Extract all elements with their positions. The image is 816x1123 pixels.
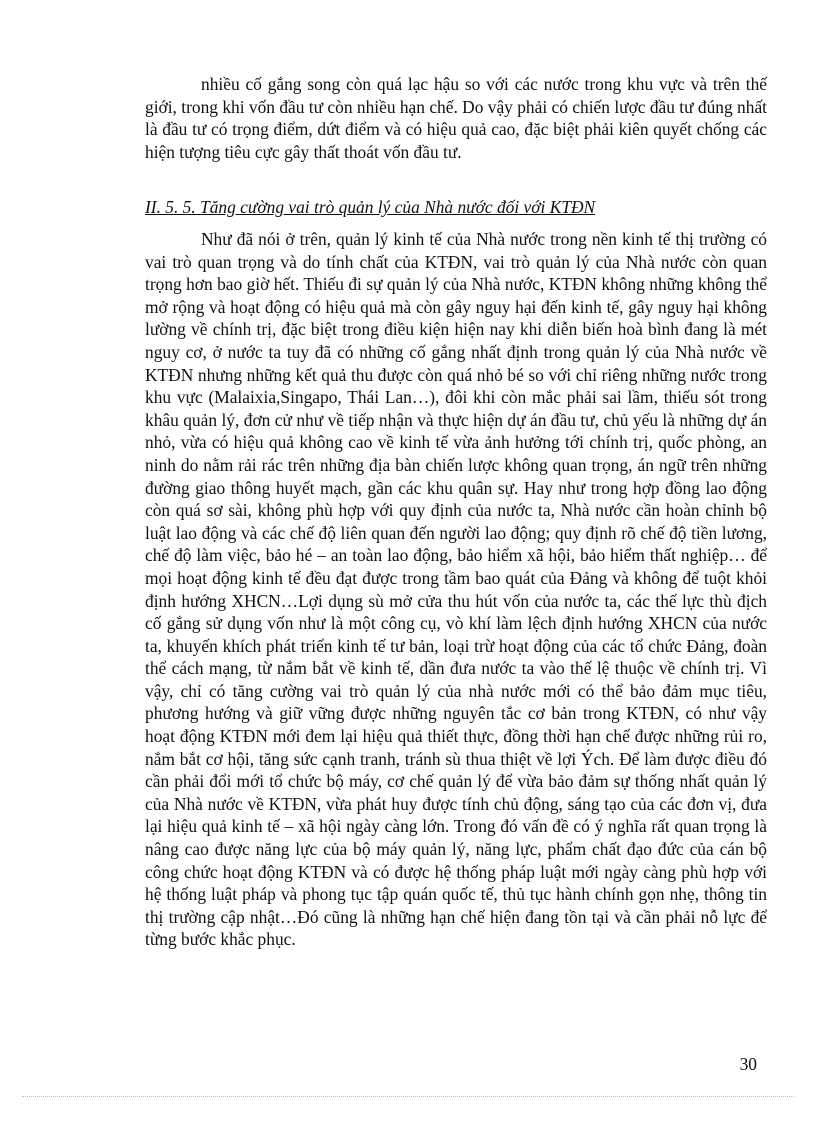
paragraph-main xyxy=(145,228,767,951)
footer-divider xyxy=(22,1096,794,1097)
page-number: 30 xyxy=(739,1054,757,1074)
paragraph-text: Như đã nói ở trên, quản lý kinh tế của Nhà nước trong nền kinh tế thị trường có vai trò quan trọng và do tính chất của KTĐN, vai trò quản lý của Nhà nước còn quan trọng hơn bao giờ hết. Thiếu đi sự quản lý của Nhà nước, KTĐN không những không thể mở rộng và hoạt động có hiệu quả mà còn gây nguy hại đến kinh tế, gây nguy hại không lường về chính trị, đặc biệt trong điều kiện hiện nay khi diễn biến hoà bình đang là mét nguy cơ, ở nước ta tuy đã có những cố gắng nhất định trong quản lý của Nhà nước về KTĐN nhưng những kết quả thu được còn quá nhỏ bé so với chỉ riêng những nước trong khu vực (Malaixia,Singapo, Thái Lan…), đôi khi còn mắc phải sai lầm, thiếu sót trong khâu quản lý, đơn cử như về tiếp nhận và thực hiện dự án đầu tư, chủ yếu là những dự án nhỏ, vừa có hiệu quả không cao về kinh tế vừa ảnh hưởng tới chính trị, quốc phòng, an ninh do nằm rải rác trên những địa bàn chiến lược không quan trọng, án ngữ trên những đường giao thông huyết mạch, gần các khu quân sự. Hay như trong hợp đồng lao động còn quá sơ sài, không phù hợp với quy định của nước ta, Nhà nước cần hoàn chỉnh bộ luật lao động và các chế độ liên quan đến người lao động; quy định rõ chế độ tiền lương, chế độ làm việc, bảo hé – an toàn lao động, bảo hiểm xã hội, bảo hiểm thất nghiệp… để mọi hoạt động kinh tế đều đạt được trong tầm bao quát của Đảng và không để tuột khỏi định hướng XHCN…Lợi dụng sù mở cửa thu hút vốn của nước ta, các thế lực thù địch cố gắng sử dụng vốn như là một công cụ, vò khí làm lệch định hướng XHCN của nước ta, khuyến khích phát triển kinh tế tư bản, loại trừ hoạt động của các tổ chức Đảng, đoàn thể cách mạng, từ nắm bắt về kinh tế, dần đưa nước ta vào thế lệ thuộc về chính trị. Vì vậy, chỉ có tăng cường vai trò quản lý của nhà nước mới có thể bảo đảm mục tiêu, phương hướng và giữ vững được những nguyên tắc cơ bản trong KTĐN, có như vậy hoạt động KTĐN mới đem lại hiệu quả thiết thực, đồng thời hạn chế được những rủi ro, nắm bắt cơ hội, tăng sức cạnh tranh, tránh sù thua thiệt về lợi Ých. Để làm được điều đó cần phải đổi mới tổ chức bộ máy, cơ chế quản lý để vừa bảo đảm sự thống nhất quản lý của Nhà nước về KTĐN, vừa phát huy được tính chủ động, sáng tạo của các đơn vị, đưa lại hiệu quả kinh tế – xã hội ngày càng lớn. Trong đó vấn đề có ý nghĩa rất quan trọng là nâng cao được năng lực của bộ máy quản lý, năng lực, phẩm chất đạo đức của cán bộ công chức hoạt động KTĐN và có được hệ thống pháp luật mới ngày càng phù hợp với hệ thống luật pháp và phong tục tập quán quốc tế, thủ tục hành chính gọn nhẹ, thông tin thị trường cập nhật…Đó cũng là những hạn chế hiện đang tồn tại và cần phải nỗ lực để từng bước khắc phục. xyxy=(145,229,767,950)
paragraph-continuation xyxy=(145,73,767,163)
section-heading: II. 5. 5. Tăng cường vai trò quản lý của Nhà nước đối với KTĐN xyxy=(145,197,596,217)
paragraph-text: nhiều cố gắng song còn quá lạc hậu so với các nước trong khu vực và trên thế giới, trong khi vốn đầu tư còn nhiều hạn chế. Do vậy phải có chiến lược đầu tư đúng nhất là đầu tư có trọng điểm, dứt điểm và có hiệu quả cao, đặc biệt phải kiên quyết chống các hiện tượng tiêu cực gây thất thoát vốn đầu tư. xyxy=(145,74,767,162)
